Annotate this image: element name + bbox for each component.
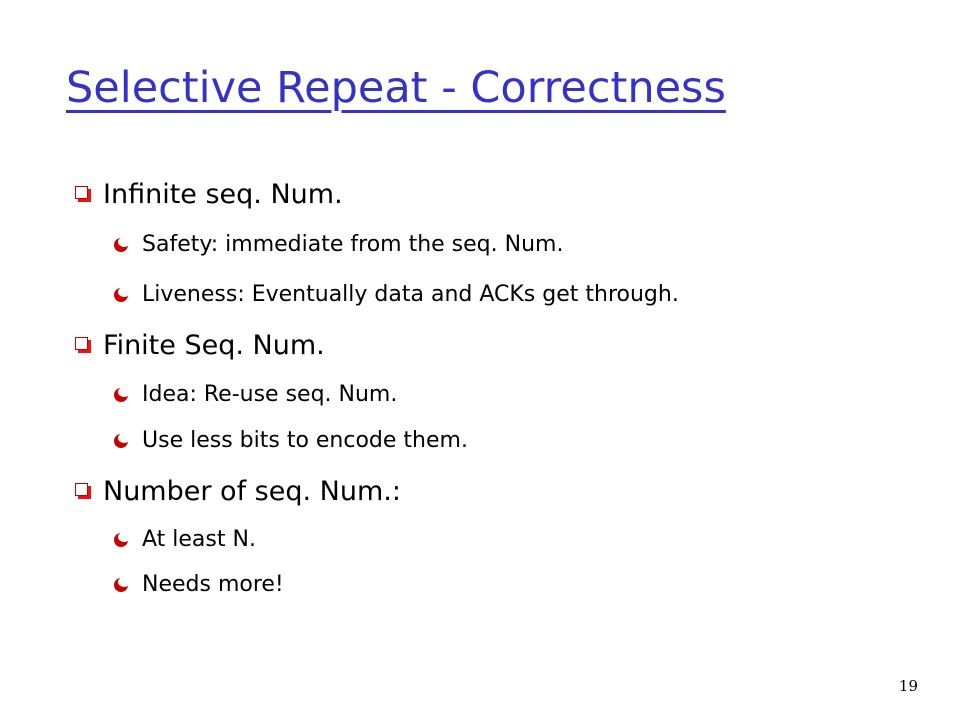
circle-bullet-icon	[114, 576, 130, 592]
bullet-text: Finite Seq. Num.	[103, 330, 325, 361]
circle-bullet-icon	[114, 386, 130, 402]
bullet-item-level1	[75, 326, 325, 366]
square-bullet-icon	[75, 483, 93, 501]
bullet-text: At least N.	[142, 527, 256, 552]
bullet-text: Number of seq. Num.:	[103, 476, 401, 507]
square-bullet-icon	[75, 186, 93, 204]
bullet-text: Liveness: Eventually data and ACKs get through.	[142, 282, 679, 307]
bullet-text: Infinite seq. Num.	[103, 179, 343, 210]
circle-bullet-icon	[114, 432, 130, 448]
bullet-item-level2	[114, 568, 284, 602]
page-number: 19	[898, 677, 918, 695]
bullet-item-level2	[114, 424, 468, 458]
bullet-text: Needs more!	[142, 572, 284, 597]
bullet-item-level2	[114, 278, 679, 312]
bullet-text: Idea: Re-use seq. Num.	[142, 382, 398, 407]
circle-bullet-icon	[114, 531, 130, 547]
circle-bullet-icon	[114, 236, 130, 252]
bullet-item-level2	[114, 378, 397, 412]
bullet-item-level2	[114, 523, 256, 557]
circle-bullet-icon	[114, 286, 130, 302]
bullet-text: Use less bits to encode them.	[142, 428, 468, 453]
bullet-item-level1	[75, 175, 343, 215]
bullet-item-level1	[75, 472, 401, 512]
slide-title: Selective Repeat - Correctness	[66, 63, 726, 113]
square-bullet-icon	[75, 337, 93, 355]
bullet-text: Safety: immediate from the seq. Num.	[142, 232, 564, 257]
bullet-item-level2	[114, 228, 563, 262]
